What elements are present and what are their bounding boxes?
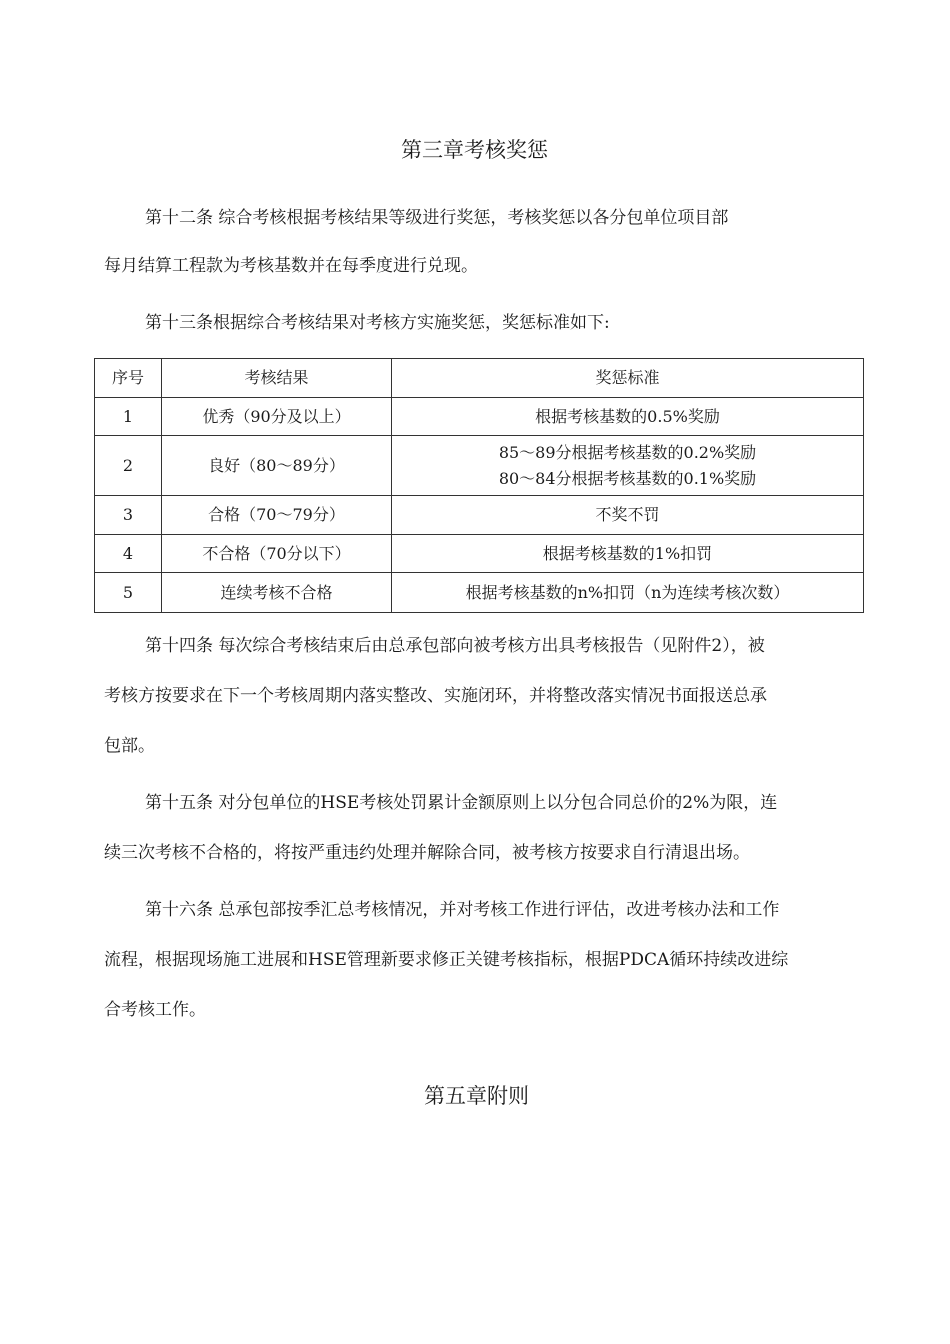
row-no: 2	[95, 436, 162, 496]
table-row	[95, 496, 864, 535]
row-result: 良好（80〜89分）	[162, 436, 392, 496]
article16-line3: 合考核工作。	[104, 1000, 206, 1020]
standard-line: 85〜89分根据考核基数的0.2%奖励	[498, 442, 757, 462]
article14-line2: 考核方按要求在下一个考核周期内落实整改、实施闭环，并将整改落实情况书面报送总承	[104, 686, 767, 706]
reward-penalty-table	[94, 358, 864, 613]
table-row	[95, 436, 864, 496]
article12-line2: 每月结算工程款为考核基数并在每季度进行兑现。	[104, 256, 478, 276]
article14-line1: 第十四条 每次综合考核结束后由总承包部向被考核方出具考核报告（见附件2），被	[145, 636, 765, 656]
row-no: 3	[95, 496, 162, 535]
row-standard: 不奖不罚	[392, 496, 864, 535]
article16-line1: 第十六条 总承包部按季汇总考核情况，并对考核工作进行评估，改进考核办法和工作	[145, 900, 780, 920]
article15-line2: 续三次考核不合格的，将按严重违约处理并解除合同，被考核方按要求自行清退出场。	[104, 843, 750, 863]
row-no: 1	[95, 398, 162, 436]
row-standard: 根据考核基数的0.5%奖励	[392, 398, 864, 436]
row-result: 连续考核不合格	[162, 573, 392, 613]
row-standard: 根据考核基数的n%扣罚（n为连续考核次数）	[392, 573, 864, 613]
standard-line: 80〜84分根据考核基数的0.1%奖励	[498, 468, 757, 488]
chapter3-title: 第三章考核奖惩	[401, 138, 548, 162]
row-result: 合格（70〜79分）	[162, 496, 392, 535]
header-result: 考核结果	[162, 359, 392, 398]
row-result: 不合格（70分以下）	[162, 535, 392, 573]
table-row	[95, 573, 864, 613]
article15-line1: 第十五条 对分包单位的HSE考核处罚累计金额原则上以分包合同总价的2%为限，连	[145, 793, 778, 813]
chapter5-title: 第五章附则	[424, 1084, 529, 1108]
row-result: 优秀（90分及以上）	[162, 398, 392, 436]
header-standard: 奖惩标准	[392, 359, 864, 398]
header-no: 序号	[95, 359, 162, 398]
article13-text: 第十三条根据综合考核结果对考核方实施奖惩，奖惩标准如下:	[145, 313, 610, 333]
table-row	[95, 398, 864, 436]
row-no: 5	[95, 573, 162, 613]
row-standard	[392, 436, 864, 496]
table-row	[95, 535, 864, 573]
article12-line1: 第十二条 综合考核根据考核结果等级进行奖惩，考核奖惩以各分包单位项目部	[145, 208, 729, 228]
article14-line3: 包部。	[104, 736, 155, 756]
row-no: 4	[95, 535, 162, 573]
article16-line2: 流程，根据现场施工进展和HSE管理新要求修正关键考核指标，根据PDCA循环持续改进综	[104, 950, 789, 970]
row-standard: 根据考核基数的1%扣罚	[392, 535, 864, 573]
table-header-row	[95, 359, 864, 398]
